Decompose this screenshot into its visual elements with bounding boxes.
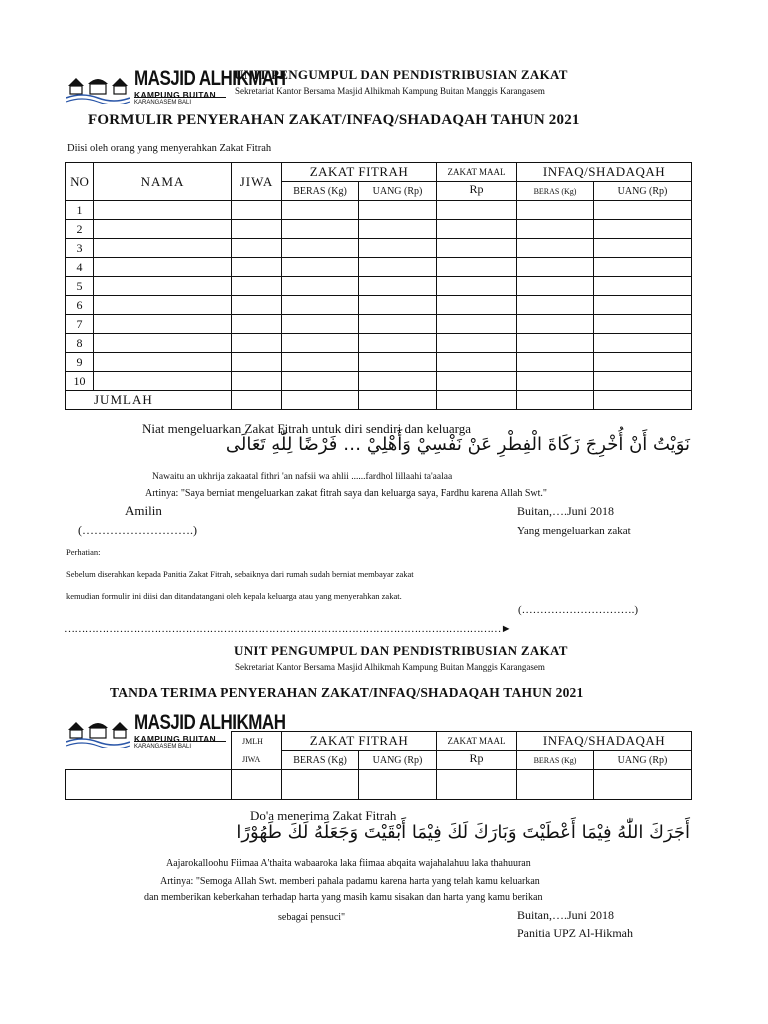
niat-title: Niat mengeluarkan Zakat Fitrah untuk diri sendiri dan keluarga [142,421,471,436]
col-header-infaq-uang: UANG (Rp) [594,182,692,201]
logo-subtitle-2: KARANGASEM BALI [134,744,192,750]
doa-arabic: أَجَرَكَ اللّٰهُ فِيْمَا أَعْطَيْتَ وَبَارَكَ لَكَ فِيْمَا أَبْقَيْتَ وَجَعَلَهُ لَكَ طَهُوْرًا [236,822,690,843]
cell-jiwa[interactable] [232,258,282,277]
cell-beras[interactable] [282,334,359,353]
cell-jiwa[interactable] [232,315,282,334]
cell-beras[interactable] [282,372,359,391]
cell-jiwa[interactable] [232,220,282,239]
receipt-cell-maal[interactable] [437,770,517,800]
giver-label: Yang mengeluarkan zakat [517,525,631,537]
receipt-title: TANDA TERIMA PENYERAHAN ZAKAT/INFAQ/SHADAQAH TAHUN 2021 [110,685,584,700]
doa-arti-1: Artinya: "Semoga Allah Swt. memberi pahala padamu karena harta yang telah kamu keluarkan [160,876,540,887]
cell-infaq-uang[interactable] [594,201,692,220]
receipt-cell-nama[interactable] [66,770,232,800]
col-header-infaq-beras: BERAS (Kg) [517,182,594,201]
receipt-col-zakat-maal: ZAKAT MAAL [437,732,517,751]
receipt-cell-beras[interactable] [282,770,359,800]
logo-subtitle: KAMPUNG BUITAN [134,90,216,100]
cell-infaq-beras[interactable] [517,239,594,258]
cell-uang[interactable] [359,277,437,296]
cell-uang[interactable] [359,220,437,239]
jumlah-label: JUMLAH [94,392,153,407]
cell-uang[interactable] [359,201,437,220]
cell-jiwa[interactable] [232,201,282,220]
cell-beras[interactable] [282,296,359,315]
col-header-no: NO [66,163,94,201]
cell-total-maal[interactable] [437,391,517,410]
cell-beras[interactable] [282,353,359,372]
perhatian-line-1: Sebelum diserahkan kepada Panitia Zakat Fitrah, sebaiknya dari rumah sudah berniat membayar zakat [66,569,414,579]
receipt-col-rp: Rp [437,751,517,770]
receipt-table [65,731,692,800]
cell-nama[interactable] [94,220,232,239]
cell-maal[interactable] [437,296,517,315]
col-header-infaq: INFAQ/SHADAQAH [517,163,692,182]
col-header-beras: BERAS (Kg) [282,182,359,201]
cell-infaq-uang[interactable] [594,334,692,353]
cell-beras[interactable] [282,220,359,239]
logo-subtitle: KAMPUNG BUITAN [134,734,216,744]
receipt-col-zakat-fitrah: ZAKAT FITRAH [282,732,437,751]
cell-maal[interactable] [437,315,517,334]
org-name: UNIT PENGUMPUL DAN PENDISTRIBUSIAN ZAKAT [234,67,568,82]
row-number: 8 [66,334,94,353]
cell-infaq-uang[interactable] [594,315,692,334]
cell-uang[interactable] [359,372,437,391]
receipt-jmlh-label: JMLH [242,736,263,746]
col-header-zakat-maal: ZAKAT MAAL [437,163,517,182]
cell-infaq-beras[interactable] [517,315,594,334]
col-header-nama: NAMA [94,163,232,201]
row-number: 2 [66,220,94,239]
logo-title: MASJID ALHIKMAH [134,710,286,734]
cell-infaq-beras[interactable] [517,220,594,239]
receipt-col-uang: UANG (Rp) [359,751,437,770]
logo-subtitle-2: KARANGASEM BALI [134,100,192,106]
logo-masjid-alhikmah [66,66,286,106]
receipt-org-name: UNIT PENGUMPUL DAN PENDISTRIBUSIAN ZAKAT [234,643,568,658]
mosque-icon [66,70,130,104]
cell-nama[interactable] [94,258,232,277]
row-number: 1 [66,201,94,220]
receipt-cell-infaq-beras[interactable] [517,770,594,800]
receipt-signer: Panitia UPZ Al-Hikmah [517,926,633,940]
amilin-label: Amilin [125,503,162,518]
giver-signature[interactable]: (………………………….) [518,604,639,616]
cell-beras[interactable] [282,239,359,258]
logo-title: MASJID ALHIKMAH [134,66,286,90]
cell-uang[interactable] [359,296,437,315]
org-address: Sekretariat Kantor Bersama Masjid Alhikmah Kampung Buitan Manggis Karangasem [235,86,545,96]
cell-total-infaq-beras[interactable] [517,391,594,410]
cell-nama[interactable] [94,353,232,372]
cut-line: ………………………………………………………………………………………………………………► [64,623,512,635]
cell-infaq-beras[interactable] [517,258,594,277]
cell-nama[interactable] [94,277,232,296]
cell-infaq-beras[interactable] [517,296,594,315]
cell-nama[interactable] [94,296,232,315]
cell-nama[interactable] [94,372,232,391]
cell-maal[interactable] [437,334,517,353]
cell-total-infaq-uang[interactable] [594,391,692,410]
cell-nama[interactable] [94,239,232,258]
place-date: Buitan,….Juni 2018 [517,504,615,518]
row-jumlah-label [66,391,232,410]
cell-infaq-beras[interactable] [517,334,594,353]
niat-latin: Nawaitu an ukhrija zakaatal fithri 'an nafsii wa ahlii ......fardhol lillaahi ta'aalaa [152,472,453,482]
receipt-col-infaq: INFAQ/SHADAQAH [517,732,692,751]
cell-nama[interactable] [94,201,232,220]
row-number: 3 [66,239,94,258]
cell-nama[interactable] [94,315,232,334]
receipt-jiwa-label: JIWA [242,755,261,765]
cell-infaq-uang[interactable] [594,239,692,258]
cell-maal[interactable] [437,258,517,277]
cell-uang[interactable] [359,353,437,372]
receipt-col-infaq-uang: UANG (Rp) [594,751,692,770]
cell-jiwa[interactable] [232,296,282,315]
receipt-cell-jiwa[interactable] [232,770,282,800]
receipt-cell-infaq-uang[interactable] [594,770,692,800]
zakat-form-table [65,162,692,410]
doa-arti-3: sebagai pensuci" [278,912,346,923]
cell-maal[interactable] [437,353,517,372]
col-header-jiwa: JIWA [232,163,282,201]
cell-infaq-beras[interactable] [517,277,594,296]
cell-beras[interactable] [282,315,359,334]
col-header-zakat-fitrah: ZAKAT FITRAH [282,163,437,182]
row-number: 9 [66,353,94,372]
cell-beras[interactable] [282,201,359,220]
form-title: FORMULIR PENYERAHAN ZAKAT/INFAQ/SHADAQAH TAHUN 2021 [88,112,580,128]
cell-beras[interactable] [282,258,359,277]
receipt-org-address: Sekretariat Kantor Bersama Masjid Alhikmah Kampung Buitan Manggis Karangasem [235,662,545,672]
receipt-place-date: Buitan,….Juni 2018 [517,908,615,922]
cell-uang[interactable] [359,239,437,258]
form-note: Diisi oleh orang yang menyerahkan Zakat Fitrah [67,143,272,154]
perhatian-line-2: kemudian formulir ini diisi dan ditandatangani oleh kepala keluarga atau yang menyerahkan zakat. [66,591,402,601]
cell-nama[interactable] [94,334,232,353]
amilin-signature[interactable]: (……………………….) [78,523,197,537]
cell-jiwa[interactable] [232,372,282,391]
receipt-col-jiwa [232,751,282,770]
col-header-rp: Rp [437,182,517,201]
receipt-blank-header [66,732,232,770]
cell-maal[interactable] [437,220,517,239]
cell-jiwa[interactable] [232,353,282,372]
doa-arti-2: dan memberikan keberkahan terhadap harta yang masih kamu sisakan dan harta yang kamu berikan [144,892,543,903]
cell-maal[interactable] [437,201,517,220]
cell-infaq-beras[interactable] [517,372,594,391]
niat-arabic: نَوَيْتُ أَنْ أُخْرِجَ زَكَاةَ الْفِطْرِ عَنْ نَفْسِيْ وَأَهْلِيْ … فَرْضًا لِلّٰهِ تَعَالَى [225,434,690,455]
cell-maal[interactable] [437,277,517,296]
cell-uang[interactable] [359,334,437,353]
doa-title: Do'a menerima Zakat Fitrah [250,808,397,823]
cell-total-uang[interactable] [359,391,437,410]
row-number: 5 [66,277,94,296]
cell-infaq-uang[interactable] [594,277,692,296]
cell-beras[interactable] [282,277,359,296]
cell-infaq-uang[interactable] [594,372,692,391]
receipt-col-infaq-beras: BERAS (Kg) [517,751,594,770]
cell-uang[interactable] [359,258,437,277]
cell-maal[interactable] [437,239,517,258]
row-number: 10 [66,372,94,391]
cell-uang[interactable] [359,315,437,334]
row-number: 7 [66,315,94,334]
cell-infaq-uang[interactable] [594,258,692,277]
cell-infaq-uang[interactable] [594,220,692,239]
receipt-col-beras: BERAS (Kg) [282,751,359,770]
receipt-cell-uang[interactable] [359,770,437,800]
niat-arti: Artinya: "Saya berniat mengeluarkan zakat fitrah saya dan keluarga saya, Fardhu karena Allah Swt." [145,488,548,499]
cell-total-jiwa[interactable] [232,391,282,410]
cell-jiwa[interactable] [232,277,282,296]
row-number: 6 [66,296,94,315]
cell-total-beras[interactable] [282,391,359,410]
cell-infaq-beras[interactable] [517,201,594,220]
col-header-uang: UANG (Rp) [359,182,437,201]
perhatian-label: Perhatian: [66,547,101,557]
cell-maal[interactable] [437,372,517,391]
cell-infaq-uang[interactable] [594,353,692,372]
cell-jiwa[interactable] [232,334,282,353]
cell-infaq-uang[interactable] [594,296,692,315]
doa-latin: Aajarokalloohu Fiimaa A'thaita wabaaroka laka fiimaa abqaita wajahalahuu laka thahuuran [166,858,531,869]
row-number: 4 [66,258,94,277]
cell-infaq-beras[interactable] [517,353,594,372]
receipt-col-jmlh [232,732,282,751]
cell-jiwa[interactable] [232,239,282,258]
